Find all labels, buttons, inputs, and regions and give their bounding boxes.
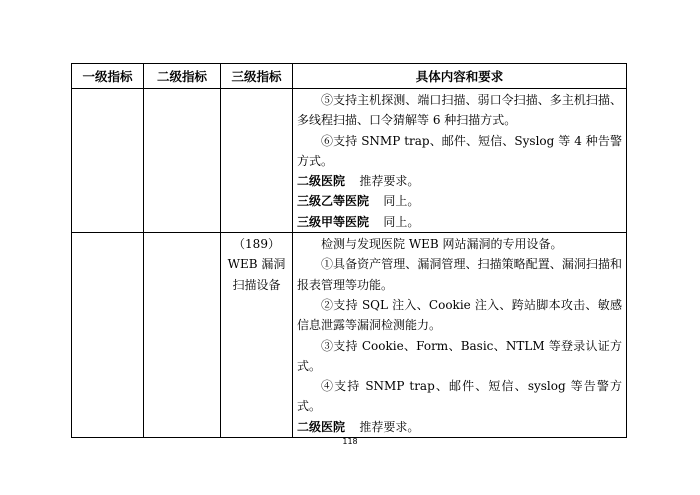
grade-requirement: [297, 417, 622, 437]
indicator-number: （189）: [233, 237, 280, 252]
level2-cell: [144, 233, 221, 438]
table-row: [72, 89, 627, 233]
content-paragraph: ③支持 Cookie、Form、Basic、NTLM 等登录认证方式。: [297, 338, 622, 373]
header-level3: 三级指标: [221, 64, 293, 89]
indicator-name-line: 扫描设备: [232, 277, 281, 292]
grade-label: 三级甲等医院: [297, 214, 370, 229]
level3-indicator: [221, 233, 293, 438]
grade-req: 同上。: [383, 194, 420, 209]
header-level2: 二级指标: [144, 64, 221, 89]
grade-req: 推荐要求。: [359, 419, 420, 434]
grade-requirement: [297, 171, 622, 191]
content-paragraph: ②支持 SQL 注入、Cookie 注入、跨站脚本攻击、敏感信息泄露等漏洞检测能力。: [297, 297, 622, 333]
grade-requirement: [297, 191, 622, 211]
indicator-table: [71, 63, 627, 438]
grade-label: 三级乙等医院: [297, 194, 370, 209]
content-cell: [293, 89, 627, 233]
header-content: 具体内容和要求: [293, 64, 627, 89]
level1-cell: [72, 89, 144, 233]
header-level1: 一级指标: [72, 64, 144, 89]
content-cell: [293, 233, 627, 438]
grade-label: 二级医院: [297, 174, 346, 189]
level2-cell: [144, 89, 221, 233]
content-paragraph: ④支持 SNMP trap、邮件、短信、syslog 等告警方式。: [297, 379, 622, 414]
grade-req: 同上。: [383, 214, 420, 229]
content-paragraph: ①具备资产管理、漏洞管理、扫描策略配置、漏洞扫描和报表管理等功能。: [297, 257, 622, 292]
level3-cell: [221, 89, 293, 233]
indicator-name-line: WEB 漏洞: [227, 257, 286, 272]
content-paragraph: 检测与发现医院 WEB 网站漏洞的专用设备。: [321, 237, 563, 252]
grade-label: 二级医院: [297, 419, 346, 434]
header-row: [72, 64, 627, 89]
content-paragraph: ⑥支持 SNMP trap、邮件、短信、Syslog 等 4 种告警方式。: [297, 133, 622, 168]
table-row: [72, 233, 627, 438]
grade-requirement: [297, 212, 622, 232]
level1-cell: [72, 233, 144, 438]
grade-req: 推荐要求。: [359, 174, 420, 189]
page-number: 118: [342, 437, 358, 446]
content-paragraph: ⑤支持主机探测、端口扫描、弱口令扫描、多主机扫描、多线程扫描、口令猜解等 6 种扫描方式。: [297, 93, 622, 128]
